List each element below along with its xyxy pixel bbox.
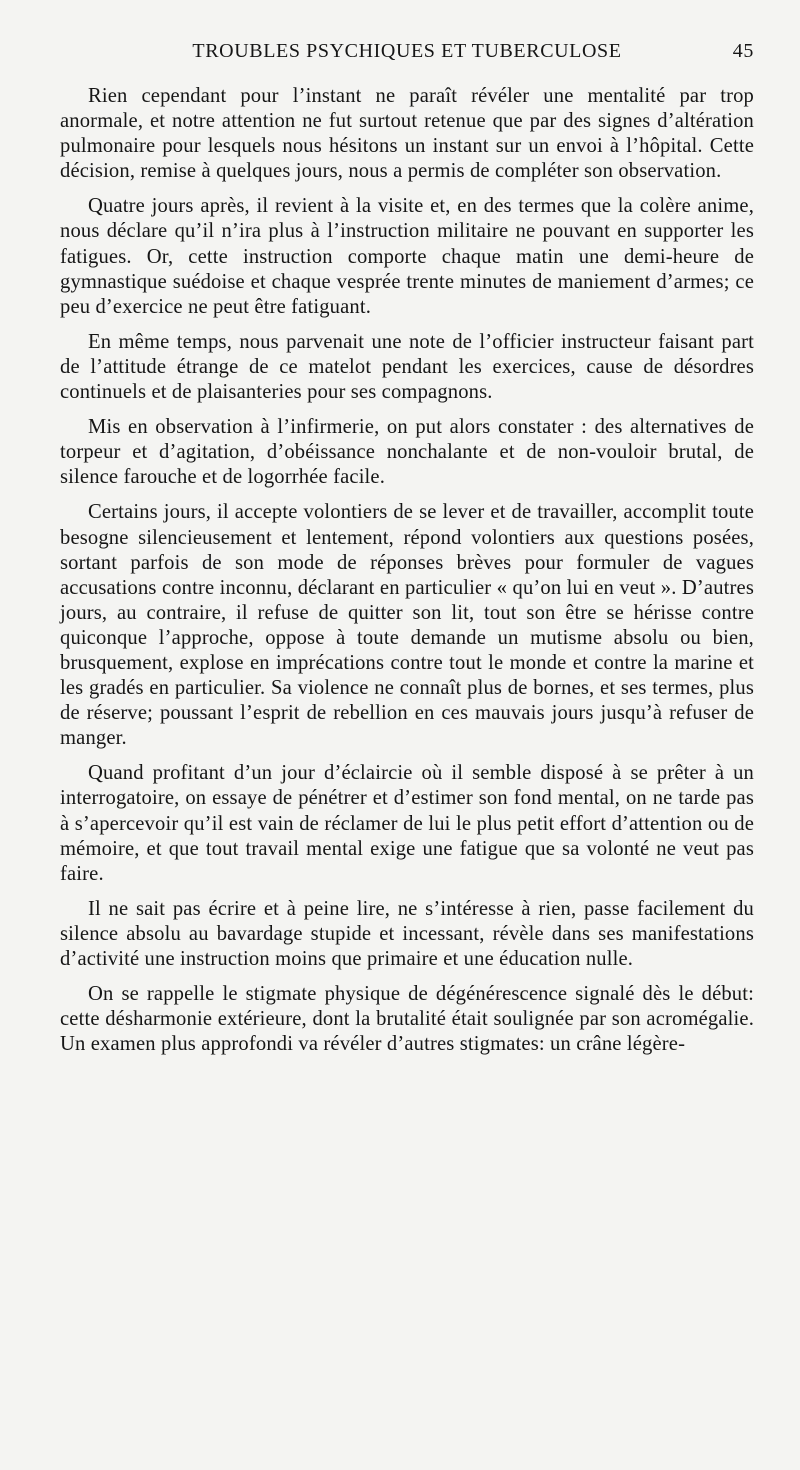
paragraph: Certains jours, il accepte volontiers de se lever et de travailler, accomplit toute besogne silencieusement et lentement, répond volontiers aux questions posées, sortant parfois de son mode de réponses brèves pour formuler de vagues accusations contre inconnu, déclarant en particulier « qu’on lui en veut ». D’autres jours, au contraire, il refuse de quitter son lit, tout son être se hérisse contre quiconque l’approche, oppose à toute demande un mutisme absolu ou bien, brusquement, explose en imprécations contre tout le monde et contre la marine et les gradés en particulier. Sa violence ne connaît plus de bornes, et ses termes, plus de réserve; poussant l’esprit de rebellion en ces mauvais jours jusqu’à refuser de manger. — [60, 501, 754, 750]
running-head — [60, 36, 754, 70]
paragraph: Mis en observation à l’infirmerie, on put alors constater : des alternatives de torpeur et d’agitation, d’obéissance nonchalante et de non-vouloir brutal, de silence farouche et de logorrhée facile. — [60, 416, 754, 489]
paragraph: On se rappelle le stigmate physique de dégénérescence signalé dès le début: cette désharmonie extérieure, dont la brutalité était soulignée par son acromégalie. Un examen plus approfondi va révéler d’autres stigmates: un crâne légère- — [60, 983, 754, 1056]
paragraph: Il ne sait pas écrire et à peine lire, ne s’intéresse à rien, passe facilement du silence absolu au bavardage stupide et incessant, révèle dans ses manifestations d’activité une instruction moins que primaire et une éducation nulle. — [60, 897, 754, 970]
paragraph: Quatre jours après, il revient à la visite et, en des termes que la colère anime, nous déclare qu’il n’ira plus à l’instruction militaire ne pouvant en supporter les fatigues. Or, cette instruction comporte chaque matin une demi-heure de gymnastique suédoise et chaque vesprée trente minutes de maniement d’armes; ce peu d’exercice ne peut être fatiguant. — [60, 195, 754, 318]
paragraph: En même temps, nous parvenait une note de l’officier instructeur faisant part de l’attitude étrange de ce matelot pendant les exercices, cause de désordres continuels et de plaisanteries pour ses compagnons. — [60, 330, 754, 404]
running-title: TROUBLES PSYCHIQUES ET TUBERCULOSE — [192, 40, 622, 62]
page-number: 45 — [732, 40, 754, 62]
paragraph: Quand profitant d’un jour d’éclaircie où il semble disposé à se prêter à un interrogatoire, on essaye de pénétrer et d’estimer son fond mental, on ne tarde pas à s’apercevoir qu’il est vain de réclamer de lui le plus petit effort d’attention ou de mémoire, et que tout travail mental exige une fatigue que sa volonté ne veut pas faire. — [60, 762, 754, 885]
body-text — [60, 84, 754, 1057]
paragraph: Rien cependant pour l’instant ne paraît révéler une mentalité par trop anormale, et notre attention ne fut surtout retenue que par des signes d’altération pulmonaire pour lesquels nous hésitons un instant sur un envoi à l’hôpital. Cette décision, remise à quelques jours, nous a permis de compléter son observation. — [60, 85, 754, 183]
